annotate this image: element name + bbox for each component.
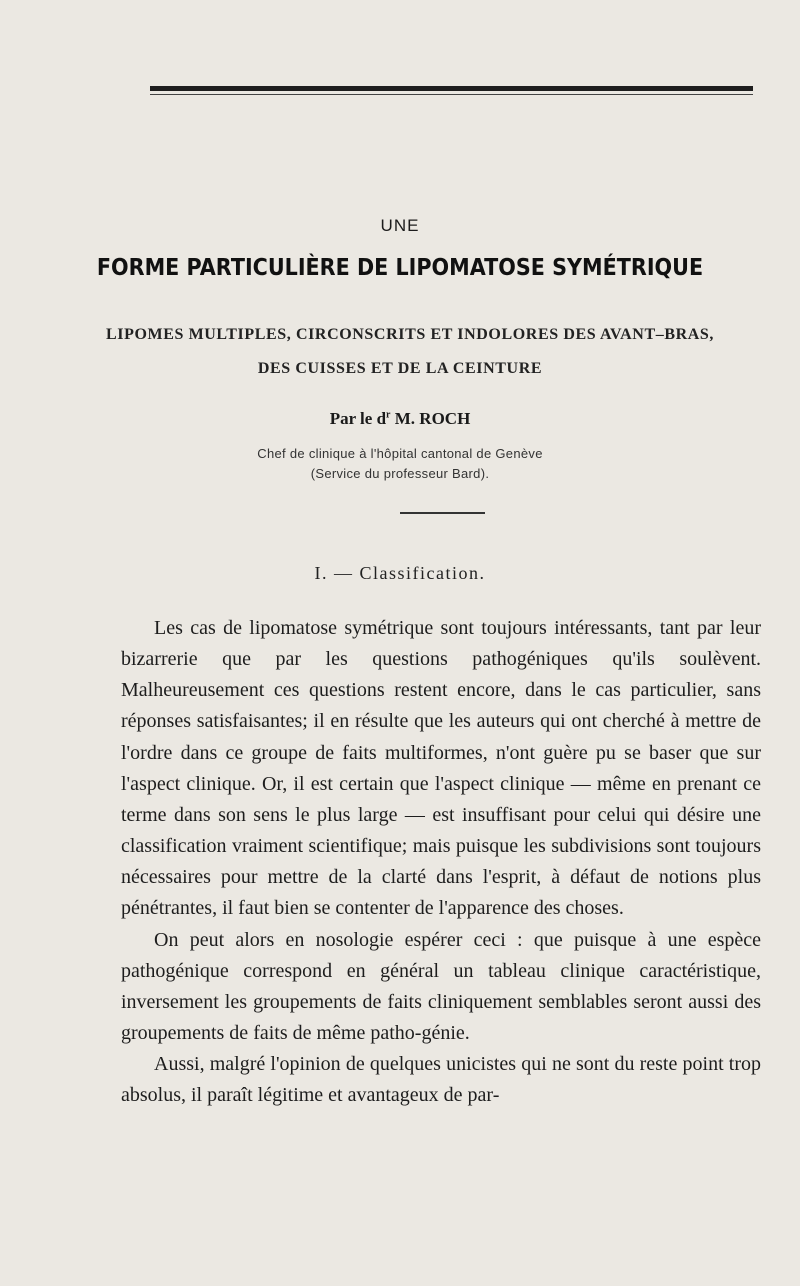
section-divider <box>400 512 485 514</box>
section-heading: I. — Classification. <box>314 563 486 583</box>
top-rule-thin <box>150 94 753 95</box>
page-title: FORME PARTICULIÈRE DE LIPOMATOSE SYMÉTRIQUE <box>96 255 704 281</box>
body-text <box>121 613 761 1112</box>
author-line <box>0 409 800 429</box>
affiliation-line-1: Chef de clinique à l'hôpital cantonal de Genève <box>257 446 543 461</box>
over-title: UNE <box>380 216 420 235</box>
paragraph: Aussi, malgré l'opinion de quelques unicistes qui ne sont du reste point trop absolus, il paraît légitime et avantageux de par- <box>121 1053 761 1107</box>
top-rule-thick <box>150 86 753 91</box>
author-prefix-sup: r <box>386 409 391 421</box>
paragraph: On peut alors en nosologie espérer ceci : que puisque à une espèce pathogénique correspond en général un tableau clinique caractéristique, inversement les groupements de faits cliniquement semblables seront aussi des groupements de faits de même patho-génie. <box>121 928 761 1045</box>
subtitle-line-1: LIPOMES MULTIPLES, CIRCONSCRITS ET INDOLORES DES AVANT–BRAS, <box>105 326 715 343</box>
subtitle-line-2: DES CUISSES ET DE LA CEINTURE <box>257 360 543 377</box>
author-prefix: Par le d <box>329 409 387 428</box>
author-name: M. ROCH <box>390 409 471 428</box>
affiliation-line-2: (Service du professeur Bard). <box>310 466 490 481</box>
paragraph: Les cas de lipomatose symétrique sont toujours intéressants, tant par leur bizarrerie que par les questions pathogéniques qu'ils soulèvent. Malheureusement ces questions restent encore, dans le cas particulier, sans réponses satisfaisantes; il en résulte que les auteurs qui ont cherché à mettre de l'ordre dans ce groupe de faits multiformes, n'ont guère pu se baser que sur l'aspect clinique. Or, il est certain que l'aspect clinique — même en prenant ce terme dans son sens le plus large — est insuffisant pour celui qui désire une classification vraiment scientifique; mais puisque les subdivisions sont toujours nécessaires pour mettre de la clarté dans l'esprit, à défaut de notions plus pénétrantes, il faut bien se contenter de l'apparence des choses. <box>121 617 761 920</box>
